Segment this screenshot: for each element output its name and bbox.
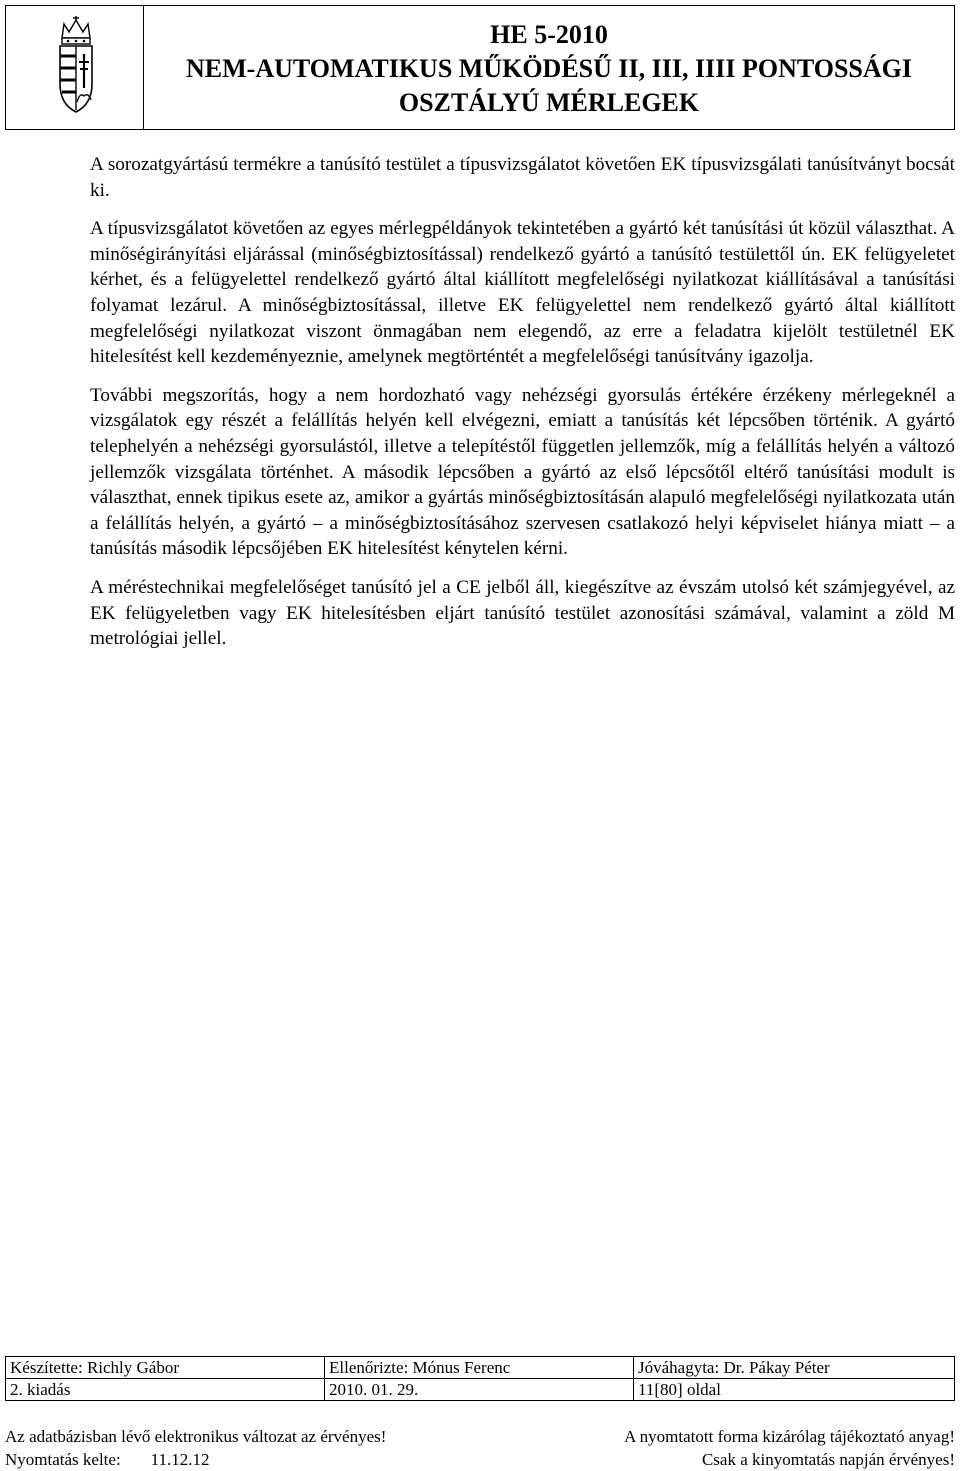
footer-row-1	[6, 1357, 955, 1379]
paragraph-2: A típusvizsgálatot követően az egyes mérlegpéldányok tekintetében a gyártó két tanúsítási út közül választhat. A minőségirányítási eljárással (minőségbiztosítással) rendelkező gyártó a tanúsító testülettől ún. EK felügyeletet kérhet, és a felügyelettel rendelkező gyártó által kiállított megfelelőségi nyilatkozat kiállításával a tanúsítási folyamat lezárul. A minőségbiztosítással, illetve EK felügyelettel nem rendelkező gyártó által kiállított megfelelőségi nyilatkozat viszont önmagában nem elegendő, az erre a feladatra kijelölt testületnél EK hitelesítést kell kezdeményeznie, amelynek megtörténtét a megfelelőségi tanúsítvány igazolja.	[90, 218, 955, 368]
document-code: HE 5-2010	[490, 20, 608, 49]
document-title-line-1: NEM-AUTOMATIKUS MŰKÖDÉSŰ II, III, IIII PONTOSSÁGI	[186, 54, 912, 83]
print-date-label: Nyomtatás kelte:	[5, 1450, 121, 1469]
print-date-value: 11.12.12	[150, 1450, 210, 1469]
footer-table	[5, 1356, 955, 1401]
footer-row-2	[6, 1379, 955, 1401]
issue-date: 2010. 01. 29.	[325, 1379, 634, 1401]
document-body	[90, 152, 955, 665]
footer-notes	[5, 1425, 955, 1471]
approved-by: Jóváhagyta: Dr. Pákay Péter	[634, 1357, 955, 1379]
paragraph-4: A méréstechnikai megfelelőséget tanúsító jel a CE jelből áll, kiegészítve az évszám utolsó két számjegyével, az EK felügyeletben vagy EK hitelesítésben eljárt tanúsító testület azonosítási számával, valamint a zöld M metrológiai jellel.	[90, 576, 955, 650]
page-number: 11[80] oldal	[634, 1379, 955, 1401]
print-date	[5, 1448, 210, 1471]
document-header	[5, 5, 955, 130]
print-validity-note: Csak a kinyomtatás napján érvényes!	[701, 1450, 955, 1469]
coat-of-arms-icon	[56, 16, 96, 116]
checked-by: Ellenőrizte: Mónus Ferenc	[325, 1357, 634, 1379]
electronic-version-note: Az adatbázisban lévő elektronikus változat az érvényes!	[5, 1427, 387, 1446]
edition: 2. kiadás	[6, 1379, 325, 1401]
document-title-line-2: OSZTÁLYÚ MÉRLEGEK	[398, 88, 700, 117]
document-title	[144, 6, 954, 129]
paragraph-1: A sorozatgyártású termékre a tanúsító testület a típusvizsgálatot követően EK típusvizsgálati tanúsítványt bocsát ki.	[90, 154, 955, 201]
printed-form-note: A nyomtatott forma kizárólag tájékoztató anyag!	[624, 1427, 955, 1446]
logo-cell	[6, 6, 144, 129]
prepared-by: Készítette: Richly Gábor	[6, 1357, 325, 1379]
footer-notes-row-1	[5, 1425, 955, 1448]
paragraph-3: További megszorítás, hogy a nem hordozható vagy nehézségi gyorsulás értékére érzékeny mérlegeknél a vizsgálatok egy részét a felállítás helyén kell elvégezni, emiatt a tanúsítás két lépcsőben történik. A gyártó telephelyén a nehézségi gyorsulástól, illetve a telepítéstől független jellemzők, míg a felállítás helyén a változó jellemzők vizsgálata történhet. A második lépcsőben a gyártó az első lépcsőtől eltérő tanúsítási modult is választhat, ennek tipikus esete az, amikor a gyártás minőségbiztosításán alapuló megfelelőségi nyilatkozata után a felállítás helyén, a gyártó – a minőségbiztosításához szervesen csatlakozó helyi képviselet hiánya miatt – a tanúsítás második lépcsőjében EK hitelesítést kénytelen kérni.	[90, 384, 955, 560]
footer-notes-row-2	[5, 1448, 955, 1471]
